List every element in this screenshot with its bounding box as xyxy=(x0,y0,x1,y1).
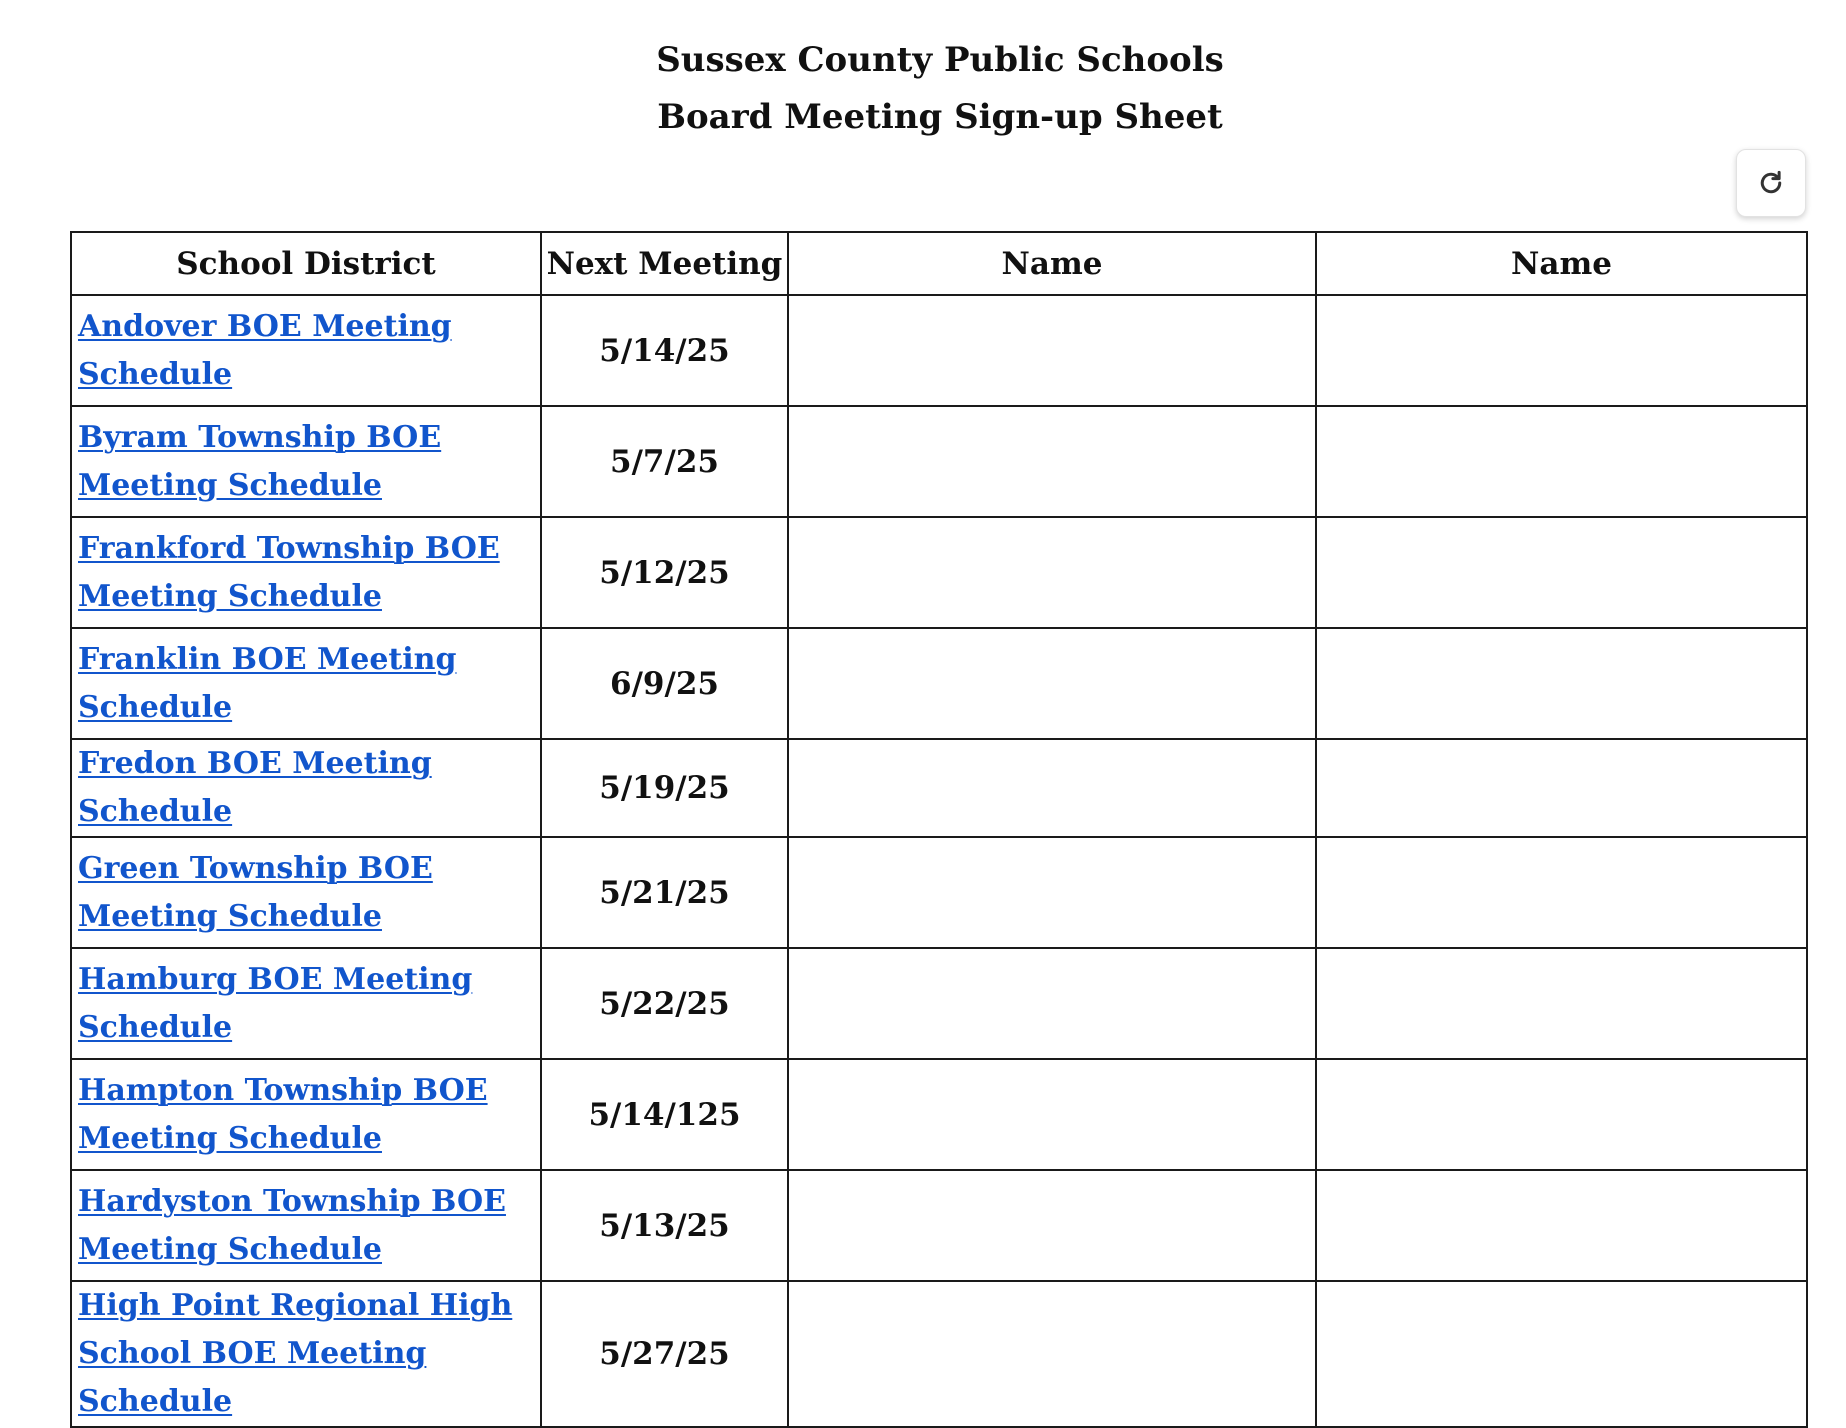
district-link[interactable]: Franklin BOE Meeting Schedule xyxy=(78,641,457,725)
signup-table xyxy=(70,231,1808,1428)
table-row xyxy=(71,295,1807,406)
district-link[interactable]: Andover BOE Meeting Schedule xyxy=(78,308,452,392)
name-cell[interactable] xyxy=(788,739,1316,837)
name-cell[interactable] xyxy=(788,1170,1316,1281)
header-name-1: Name xyxy=(788,232,1316,295)
header-name-2: Name xyxy=(1316,232,1807,295)
meeting-date: 5/22/25 xyxy=(541,948,788,1059)
meeting-date: 5/7/25 xyxy=(541,406,788,517)
name-cell[interactable] xyxy=(1316,739,1807,837)
meeting-date: 5/12/25 xyxy=(541,517,788,628)
meeting-date: 5/14/25 xyxy=(541,295,788,406)
district-link[interactable]: Byram Township BOE Meeting Schedule xyxy=(78,419,442,503)
district-link[interactable]: Hardyston Township BOE Meeting Schedule xyxy=(78,1183,506,1267)
district-link[interactable]: Hamburg BOE Meeting Schedule xyxy=(78,961,473,1045)
district-cell xyxy=(71,948,541,1059)
refresh-button[interactable] xyxy=(1736,149,1806,217)
name-cell[interactable] xyxy=(788,948,1316,1059)
name-cell[interactable] xyxy=(1316,837,1807,948)
meeting-date: 5/14/125 xyxy=(541,1059,788,1170)
district-cell xyxy=(71,628,541,739)
district-cell xyxy=(71,406,541,517)
name-cell[interactable] xyxy=(788,1059,1316,1170)
name-cell[interactable] xyxy=(788,628,1316,739)
header-school-district: School District xyxy=(71,232,541,295)
name-cell[interactable] xyxy=(1316,295,1807,406)
district-cell xyxy=(71,837,541,948)
district-cell xyxy=(71,517,541,628)
name-cell[interactable] xyxy=(788,1281,1316,1427)
table-row xyxy=(71,837,1807,948)
name-cell[interactable] xyxy=(1316,517,1807,628)
table-row xyxy=(71,628,1807,739)
page-title: Sussex County Public Schools xyxy=(656,40,1224,80)
name-cell[interactable] xyxy=(788,517,1316,628)
table-row xyxy=(71,739,1807,837)
district-cell xyxy=(71,1059,541,1170)
header-next-meeting: Next Meeting xyxy=(541,232,788,295)
table-header-row xyxy=(71,232,1807,295)
table-row xyxy=(71,517,1807,628)
meeting-date: 5/27/25 xyxy=(541,1281,788,1427)
name-cell[interactable] xyxy=(788,406,1316,517)
name-cell[interactable] xyxy=(1316,406,1807,517)
district-cell xyxy=(71,295,541,406)
district-link[interactable]: Green Township BOE Meeting Schedule xyxy=(78,850,433,934)
meeting-date: 5/13/25 xyxy=(541,1170,788,1281)
table-row xyxy=(71,948,1807,1059)
district-link[interactable]: Frankford Township BOE Meeting Schedule xyxy=(78,530,500,614)
name-cell[interactable] xyxy=(1316,628,1807,739)
name-cell[interactable] xyxy=(788,837,1316,948)
district-link[interactable]: Hampton Township BOE Meeting Schedule xyxy=(78,1072,488,1156)
name-cell[interactable] xyxy=(1316,1281,1807,1427)
meeting-date: 5/19/25 xyxy=(541,739,788,837)
district-cell xyxy=(71,739,541,837)
district-link[interactable]: High Point Regional High School BOE Meeting Schedule xyxy=(78,1288,513,1419)
refresh-icon xyxy=(1756,168,1786,198)
table-row xyxy=(71,1281,1807,1427)
district-link[interactable]: Fredon BOE Meeting Schedule xyxy=(78,746,432,829)
name-cell[interactable] xyxy=(1316,1059,1807,1170)
meeting-date: 5/21/25 xyxy=(541,837,788,948)
name-cell[interactable] xyxy=(788,295,1316,406)
name-cell[interactable] xyxy=(1316,1170,1807,1281)
page-subtitle: Board Meeting Sign-up Sheet xyxy=(657,97,1223,137)
name-cell[interactable] xyxy=(1316,948,1807,1059)
district-cell xyxy=(71,1170,541,1281)
meeting-date: 6/9/25 xyxy=(541,628,788,739)
district-cell xyxy=(71,1281,541,1427)
table-row xyxy=(71,406,1807,517)
table-row xyxy=(71,1170,1807,1281)
table-row xyxy=(71,1059,1807,1170)
